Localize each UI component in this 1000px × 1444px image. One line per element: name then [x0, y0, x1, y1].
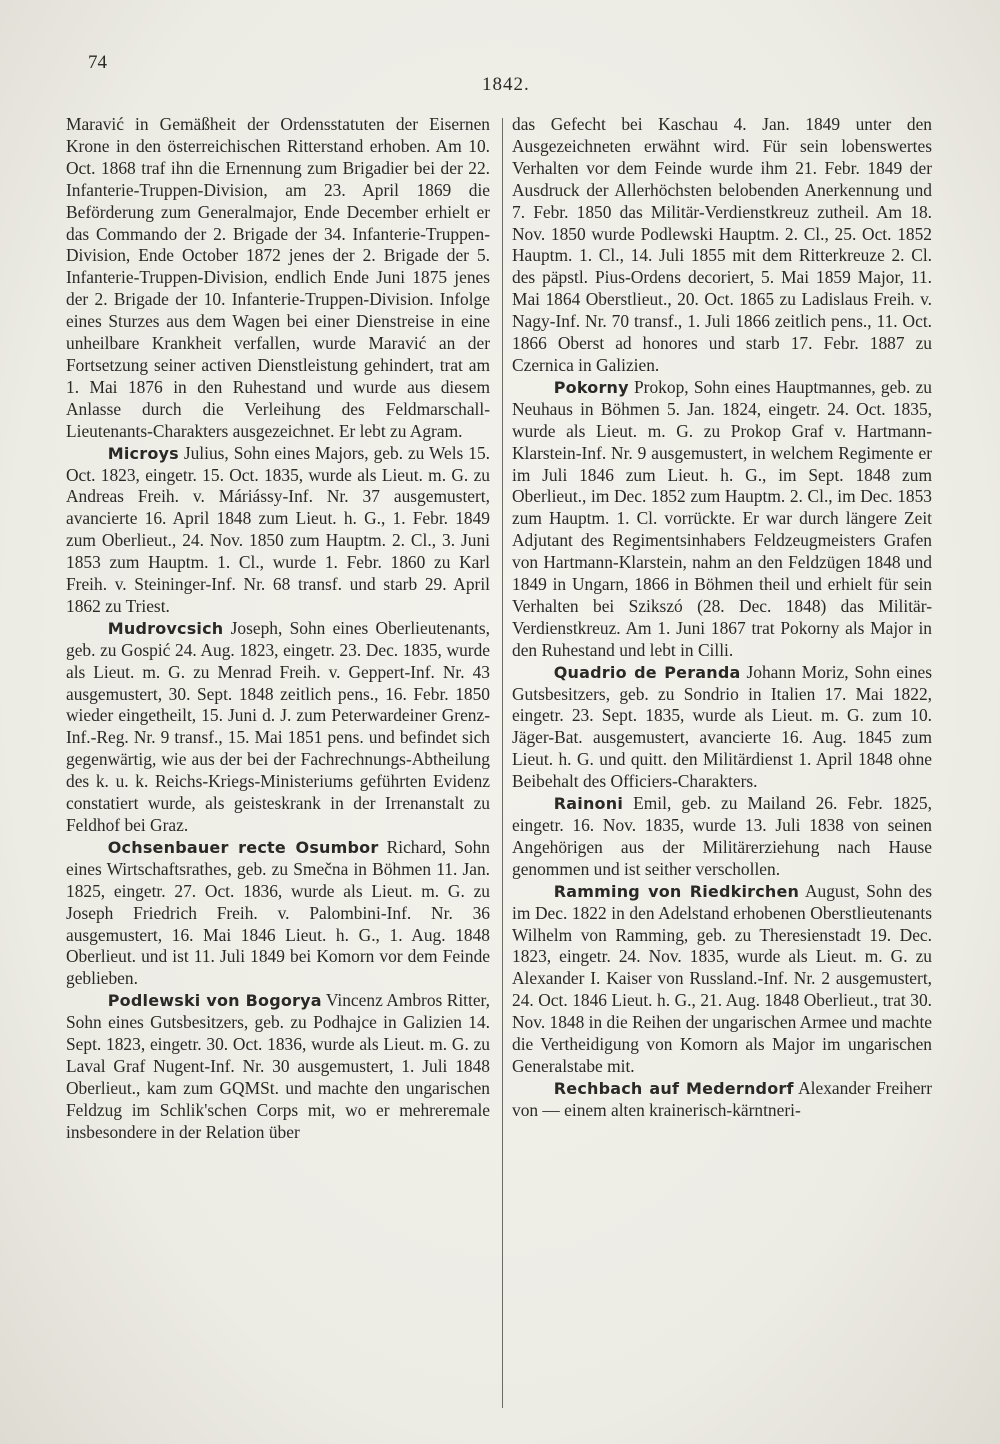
column-divider: [502, 118, 503, 1408]
entry-name: Pokorny: [553, 377, 629, 397]
entry-text: das Gefecht bei Kaschau 4. Jan. 1849 unter den Ausgezeichneten erwähnt wird. Für sein lobenswertes Verhalten vor dem Feinde wurde ihm 21. Febr. 1849 der Ausdruck der Allerhöchsten belobenden Anerkennung und 7. Febr. 1850 das Militär-Verdienstkreuz zutheil. Am 18. Nov. 1850 wurde Podlewski Hauptm. 2. Cl., 25. Oct. 1852 Hauptm. 1. Cl., 14. Juli 1855 mit dem Ritterkreuze 2. Cl. des päpstl. Pius-Ordens decoriert, 5. Mai 1859 Major, 11. Mai 1864 Oberstlieut., 20. Oct. 1865 zu Ladislaus Freih. v. Nagy-Inf. Nr. 70 transf., 1. Juli 1866 zeitlich pens., 11. Oct. 1866 Oberst ad honores und starb 17. Febr. 1887 zu Czernica in Galizien.: [512, 114, 932, 375]
entry-text: Emil, geb. zu Mailand 26. Febr. 1825, eingetr. 16. Nov. 1835, wurde 13. Juli 1838 von seinen Angehörigen aus der Militärerziehung nach Hause genommen und ist seither verschollen.: [512, 793, 932, 879]
entry-text: August, Sohn des im Dec. 1822 in den Adelstand erhobenen Oberstlieutenants Wilhelm von Ramming, geb. zu Theresienstadt 19. Dec. 1823, eingetr. 24. Nov. 1835, wurde als Lieut. m. G. zu Alexander I. Kaiser von Russland.-Inf. Nr. 2 ausgemustert, 24. Oct. 1846 Lieut. h. G., 21. Aug. 1848 Oberlieut., trat 30. Nov. 1848 in die Reihen der ungarischen Armee und machte die Vertheidigung von Komorn als Major im ungarischen Generalstabe mit.: [512, 880, 932, 1076]
entry-text: Alexander Freiherr von — einem alten krainerisch-kärntneri-: [512, 1077, 932, 1120]
entry-name: Podlewski von Bogorya: [107, 991, 322, 1011]
entry-text: Joseph, Sohn eines Oberlieutenants, geb. zu Gospić 24. Aug. 1823, eingetr. 23. Dec. 1835, wurde als Lieut. m. G. zu Menrad Freih. v. Geppert-Inf. Nr. 43 ausgemustert, 30. Sept. 1848 zeitlich pens., 16. Febr. 1850 wieder eingetheilt, 15. Juni d. J. zum Peterwardeiner Grenz-Inf.-Reg. Nr. 9 transf., 15. Mai 1851 pens. und befindet sich gegenwärtig, wie aus der bei der Fachrechnungs-Abtheilung des k. u. k. Reichs-Kriegs-Ministeriums geführten Evidenz constatiert wurde, als geisteskrank in der Irrenanstalt zu Feldhof bei Graz.: [66, 617, 490, 835]
entry-text: Prokop, Sohn eines Hauptmannes, geb. zu Neuhaus in Böhmen 5. Jan. 1824, eingetr. 24. Oct. 1835, wurde als Lieut. m. G. zu Prokop Graf v. Hartmann-Klarstein-Inf. Nr. 9 ausgemustert, in welchem Regimente er im Juli 1846 zum Lieut. h. G., im Sept. 1848 zum Oberlieut., im Dec. 1852 zum Hauptm. 2. Cl., im Dec. 1853 zum Hauptm. 1. Cl. vorrückte. Er war durch längere Zeit Adjutant des Regimentsinhabers Feldzeugmeisters Grafen von Hartmann-Klarstein, nahm an den Feldzügen 1848 und 1849 in Ungarn, 1866 in Böhmen theil und erhielt für sein Verhalten bei Szikszó (28. Dec. 1848) das Militär-Verdienstkreuz. Am 1. Juni 1867 trat Pokorny als Major in den Ruhestand und lebt in Cilli.: [512, 376, 932, 660]
page-year-heading: 1842.: [482, 74, 530, 95]
entry-text: Julius, Sohn eines Majors, geb. zu Wels 15. Oct. 1823, eingetr. 15. Oct. 1835, wurde als Lieut. m. G. zu Andreas Freih. v. Máriássy-Inf. Nr. 37 ausgemustert, avancierte 16. April 1848 zum Lieut. h. G., 1. Febr. 1849 zum Oberlieut., 24. Nov. 1850 zum Hauptm. 2. Cl., 3. Juni 1853 zum Hauptm. 1. Cl., wurde 1. Febr. 1860 zu Karl Freih. v. Steininger-Inf. Nr. 68 transf. und starb 29. April 1862 zu Triest.: [66, 442, 490, 616]
entry-name: Mudrovcsich: [107, 618, 224, 638]
entry-rechbach: [512, 1078, 932, 1122]
entry-name: Rechbach auf Mederndorf: [553, 1078, 794, 1098]
entry-name: Rainoni: [553, 794, 624, 814]
left-column: [66, 114, 490, 1144]
entry-name: Ramming von Riedkirchen: [553, 881, 800, 901]
entry-ochsenbauer: [66, 837, 490, 990]
entry-microys: [66, 443, 490, 618]
entry-text: Johann Moriz, Sohn eines Gutsbesitzers, geb. zu Sondrio in Italien 17. Mai 1822, eingetr. 23. Sept. 1835, wurde als Lieut. m. G. zum 10. Jäger-Bat. ausgemustert, avancierte 16. Aug. 1845 zum Lieut. h. G. und quitt. den Militärdienst 1. April 1848 ohne Beibehalt des Officiers-Charakters.: [512, 661, 933, 792]
entry-quadrio: [512, 662, 932, 793]
entry-pokorny: [512, 377, 932, 662]
entry-rainoni: [512, 793, 932, 881]
entry-text: Vincenz Ambros Ritter, Sohn eines Gutsbesitzers, geb. zu Podhajce in Galizien 14. Sept. 1823, eingetr. 30. Oct. 1836, wurde als Lieut. m. G. zu Laval Graf Nugent-Inf. Nr. 30 ausgemustert, 1. Juli 1848 Oberlieut., kam zum GQMSt. und machte den ungarischen Feldzug im Schlik'schen Corps mit, wo er mehreremale insbesondere in der Relation über: [66, 990, 490, 1142]
entry-name: Quadrio de Peranda: [553, 662, 741, 682]
entry-name: Ochsenbauer recte Osumbor: [107, 837, 379, 857]
entry-mudrovcsich: [66, 618, 490, 837]
entry-name: Microys: [107, 443, 179, 463]
entry-continuation: [66, 114, 490, 443]
entry-podlewski-continuation: [512, 114, 932, 377]
entry-podlewski: [66, 990, 490, 1143]
entry-text: Maravić in Gemäßheit der Ordensstatuten der Eisernen Krone in den österreichischen Ritterstand erhoben. Am 10. Oct. 1868 traf ihn die Ernennung zum Brigadier bei der 22. Infanterie-Truppen-Division, am 23. April 1869 die Beförderung zum Generalmajor, Ende December erhielt er das Commando der 2. Brigade der 34. Infanterie-Truppen-Division, Ende October 1872 jenes der 2. Brigade der 5. Infanterie-Truppen-Division, endlich Ende Juni 1875 jenes der 2. Brigade der 10. Infanterie-Truppen-Division. Infolge eines Sturzes aus dem Wagen bei einer Dienstreise in eine unheilbare Krankheit verfallen, wurde Maravić an der Fortsetzung seiner activen Dienstleistung gehindert, trat am 1. Mai 1876 in den Ruhestand und wurde aus diesem Anlasse durch die Verleihung des Feldmarschall-Lieutenants-Charakters ausgezeichnet. Er lebt zu Agram.: [66, 114, 490, 441]
entry-text: Richard, Sohn eines Wirtschaftsrathes, geb. zu Smečna in Böhmen 11. Jan. 1825, eingetr. 27. Oct. 1836, wurde als Lieut. m. G. zu Joseph Friedrich Freih. v. Palombini-Inf. Nr. 36 ausgemustert, 16. Mai 1846 Lieut. h. G., 1. Aug. 1848 Oberlieut. und ist 11. Juli 1849 bei Komorn vor dem Feinde geblieben.: [66, 836, 490, 989]
entry-ramming: [512, 881, 932, 1078]
page-number: 74: [88, 52, 107, 73]
right-column: [512, 114, 932, 1122]
